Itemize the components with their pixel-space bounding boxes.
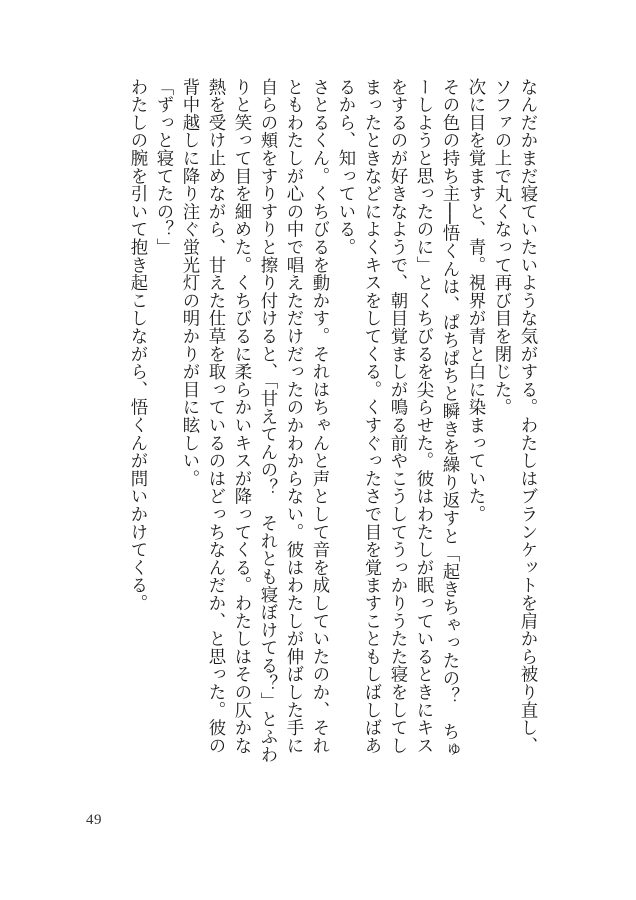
paragraph: その色の持ち主──悟くんは、ぱちぱちと瞬きを繰り返すと「起きちゃったの？ ちゅーしようと思ったのに」とくちびるを尖らせた。彼はわたしが眠っているときにキスをするのが好きなようで、朝目覚ましが鳴る前やこうしてうっかりうたた寝をしてしまったときなどによくキスをしてくる。くすぐったさで目を覚ますこともしばしばあるから、知っている。 [335,78,459,759]
page-number: 49 [86,812,102,828]
body-text [80,78,540,764]
paragraph: わたしの腕を引いて抱き起こしながら、悟くんが問いかけてくる。 [127,78,147,612]
paragraph: さとるくん。くちびるを動かす。それはちゃんと声として音を成していたのか、それともわたしが心の中で唱えただけだったのかわからない。彼はわたしが伸ばした手に自らの頬をすりすりと擦り付けると、「甘えてんの？ それとも寝ぼけてる？」とふわりと笑って目を細めた。くちびるに柔らかいキスが降ってくる。わたしはその仄かな熱を受け止めながら、甘えた仕草を取っているのはどっちなんだか、と思った。彼の背中越しに降り注ぐ蛍光灯の明かりが目に眩しい。 [179,78,329,764]
paragraph: なんだかまだ寝ていたいような気がする。わたしはブランケットを肩から被り直し、ソファの上で丸くなって再び目を閉じた。 [491,78,537,755]
paragraph: 次に目を覚ますと、青。視界が青と白に染まっていた。 [465,78,485,523]
paragraph: 「ずっと寝てたの？」 [153,78,173,256]
